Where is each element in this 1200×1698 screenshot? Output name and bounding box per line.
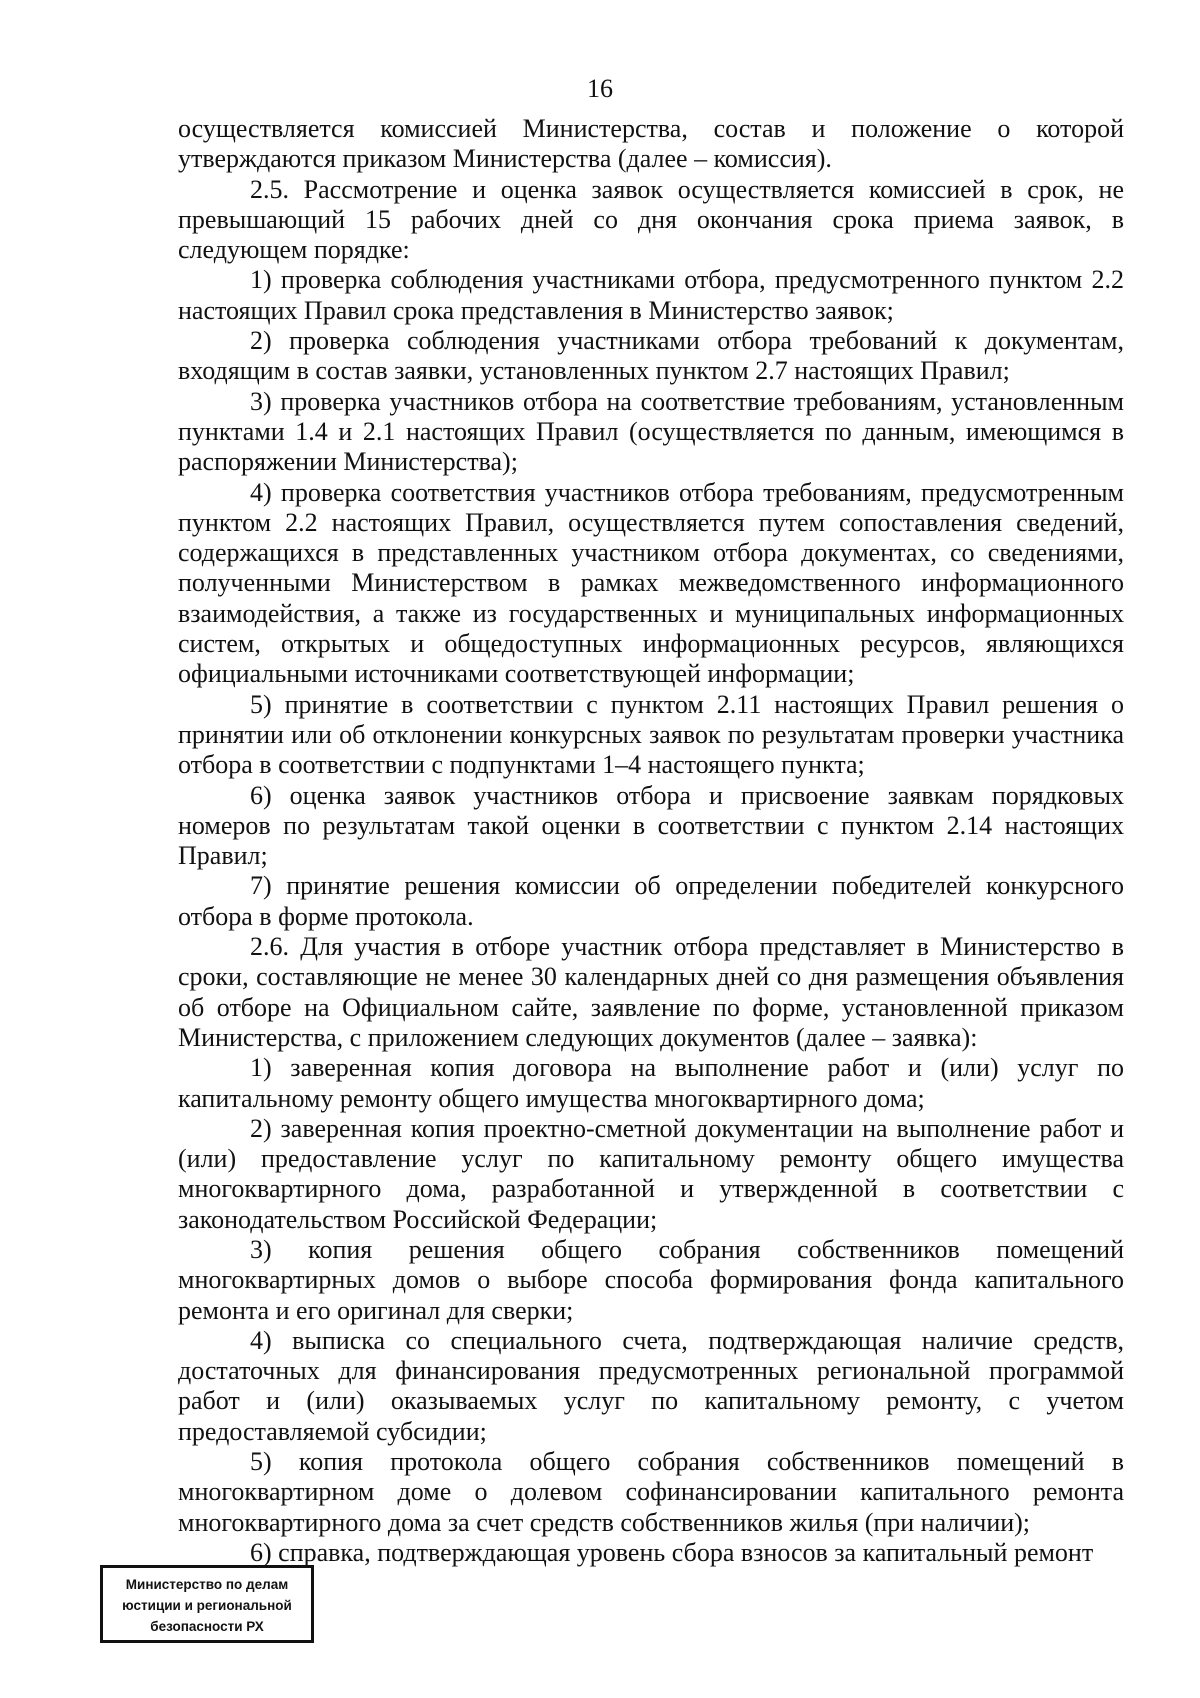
paragraph-8: 7) принятие решения комиссии об определении победителей конкурсного отбора в форме протокола.	[178, 871, 1124, 931]
paragraph-12: 3) копия решения общего собрания собственников помещений многоквартирных домов о выборе способа формирования фонда капитального ремонта и его оригинал для сверки;	[178, 1234, 1124, 1325]
paragraph-14: 5) копия протокола общего собрания собственников помещений в многоквартирном доме о долевом софинансировании капитального ремонта многоквартирного дома за счет средств собственников жилья (при наличии);	[178, 1447, 1124, 1537]
page-number: 16	[587, 74, 613, 103]
stamp-line-3: безопасности РХ	[150, 1619, 264, 1634]
paragraph-5: 4) проверка соответствия участников отбора требованиям, предусмотренным пунктом 2.2 настоящих Правил, осуществляется путем сопоставления сведений, содержащихся в представленных участником отбора документах, со сведениями, полученными Министерством в рамках межведомственного информационного взаимодействия, а также из государственных и муниципальных информационных систем, открытых и общедоступных информационных ресурсов, являющихся официальными источниками соответствующей информации;	[178, 477, 1124, 689]
paragraph-6: 5) принятие в соответствии с пунктом 2.11 настоящих Правил решения о принятии или об отклонении конкурсных заявок по результатам проверки участника отбора в соответствии с подпунктами 1–4 настоящего пункта;	[178, 689, 1124, 780]
paragraph-0: осуществляется комиссией Министерства, состав и положение о которой утверждаются приказом Министерства (далее – комиссия).	[178, 114, 1124, 174]
paragraph-15: 6) справка, подтверждающая уровень сбора взносов за капитальный ремонт	[250, 1537, 1094, 1567]
paragraph-3: 2) проверка соблюдения участниками отбора требований к документам, входящим в состав заявки, установленных пунктом 2.7 настоящих Правил;	[178, 326, 1124, 386]
stamp-line-2: юстиции и региональной	[122, 1598, 292, 1613]
paragraph-1: 2.5. Рассмотрение и оценка заявок осуществляется комиссией в срок, не превышающий 15 рабочих дней со дня окончания срока приема заявок, в следующем порядке:	[178, 174, 1124, 265]
paragraph-7: 6) оценка заявок участников отбора и присвоение заявкам порядковых номеров по результатам такой оценки в соответствии с пунктом 2.14 настоящих Правил;	[178, 780, 1124, 871]
paragraph-9: 2.6. Для участия в отборе участник отбора представляет в Министерство в сроки, составляющие не менее 30 календарных дней со дня размещения объявления об отборе на Официальном сайте, заявление по форме, установленной приказом Министерства, с приложением следующих документов (далее – заявка):	[178, 932, 1124, 1052]
paragraph-10: 1) заверенная копия договора на выполнение работ и (или) услуг по капитальному ремонту общего имущества многоквартирного дома;	[178, 1053, 1124, 1113]
paragraph-2: 1) проверка соблюдения участниками отбора, предусмотренного пунктом 2.2 настоящих Правил срока представления в Министерство заявок;	[178, 265, 1124, 325]
paragraph-13: 4) выписка со специального счета, подтверждающая наличие средств, достаточных для финансирования предусмотренных региональной программой работ и (или) оказываемых услуг по капитальному ремонту, с учетом предоставляемой субсидии;	[178, 1325, 1124, 1446]
paragraph-11: 2) заверенная копия проектно-сметной документации на выполнение работ и (или) предоставление услуг по капитальному ремонту общего имущества многоквартирного дома, разработанной и утвержденной в соответствии с законодательством Российской Федерации;	[178, 1113, 1124, 1234]
stamp-line-1: Министерство по делам	[125, 1577, 289, 1592]
registration-stamp	[100, 1565, 314, 1643]
paragraph-4: 3) проверка участников отбора на соответствие требованиям, установленным пунктами 1.4 и 2.1 настоящих Правил (осуществляется по данным, имеющимся в распоряжении Министерства);	[178, 386, 1124, 477]
document-body	[178, 114, 1124, 1568]
